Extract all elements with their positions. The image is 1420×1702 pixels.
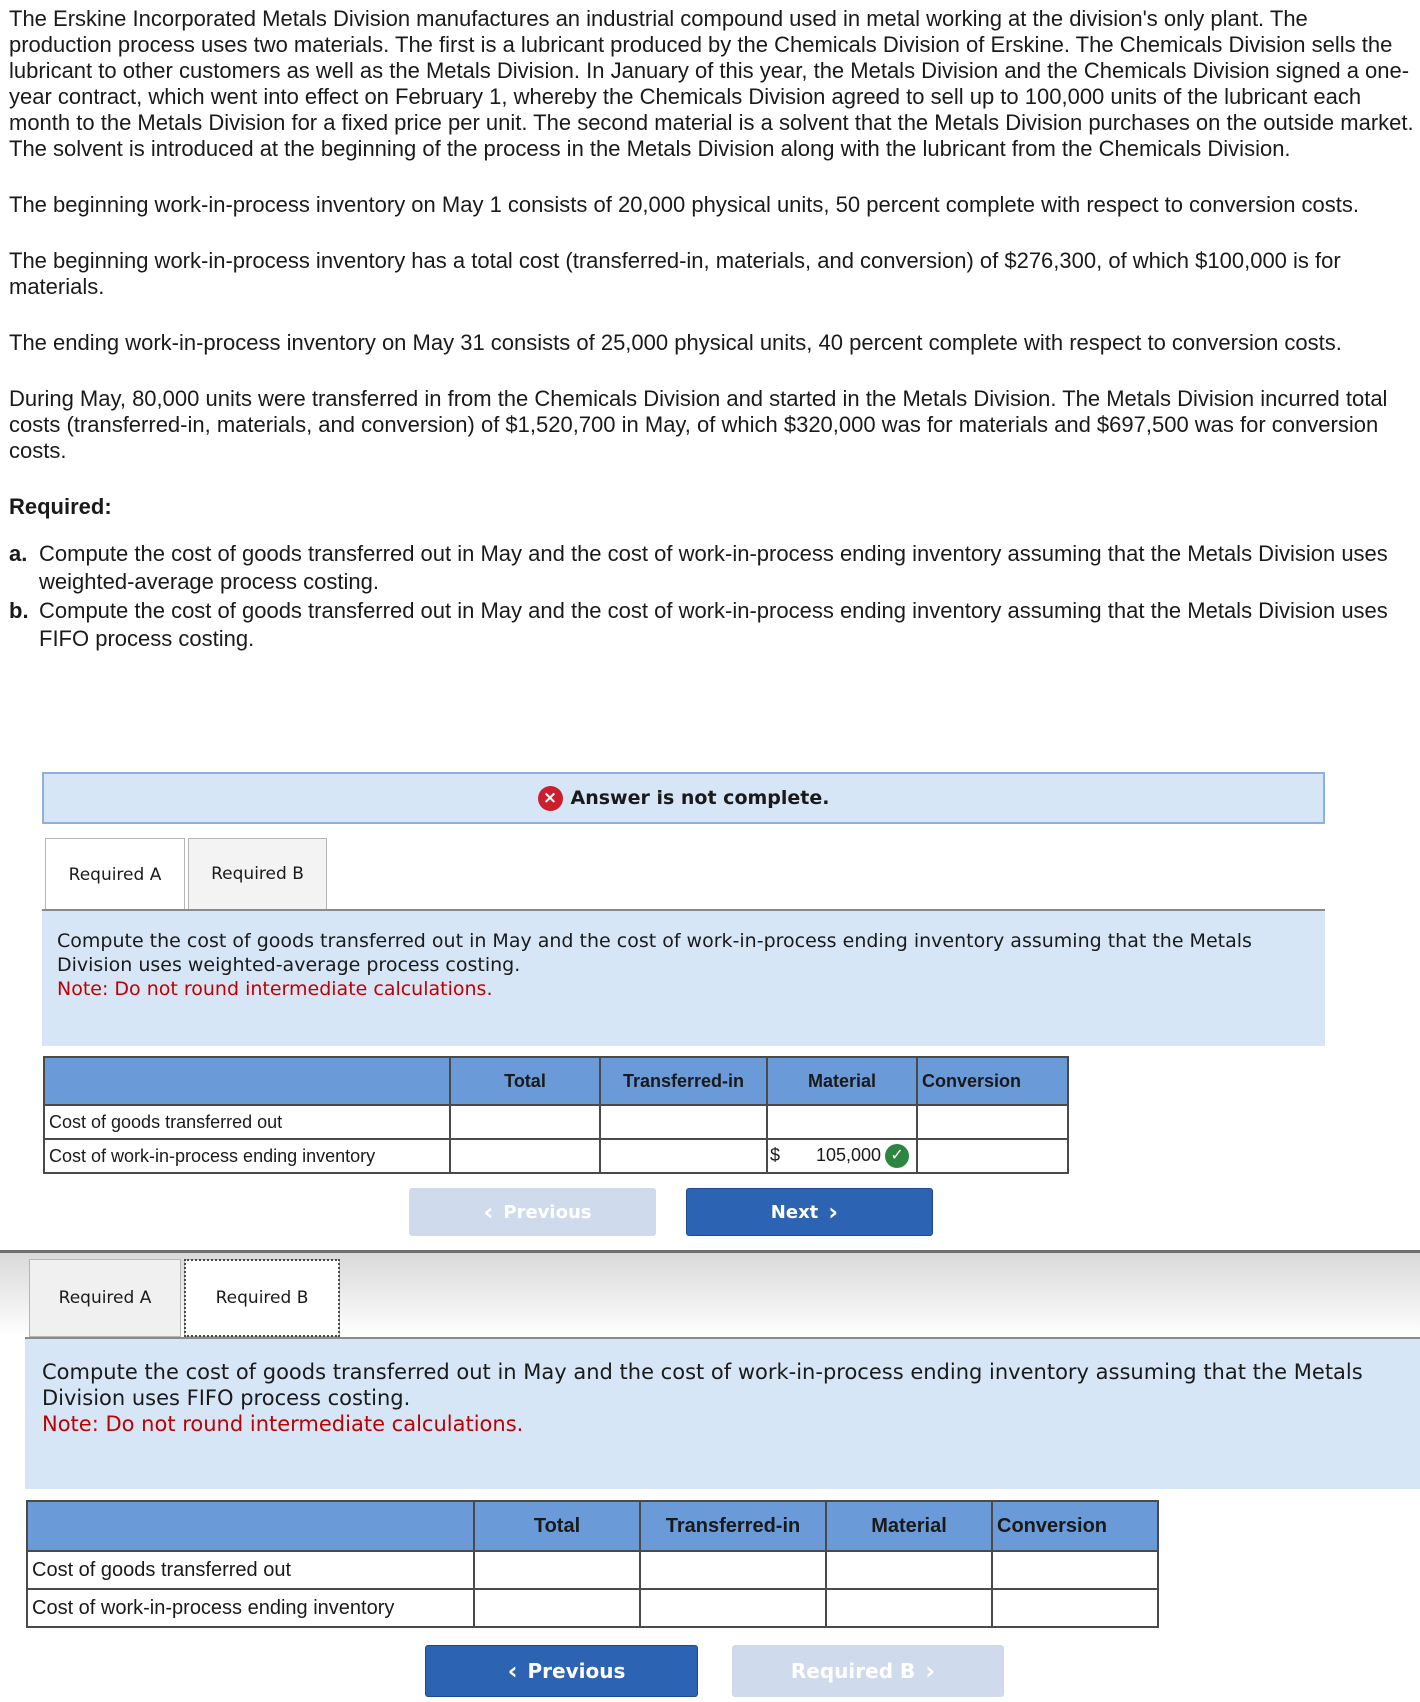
section-b-row-label-ending-inventory: Cost of work-in-process ending inventory — [27, 1589, 474, 1627]
section-a-instruction-line-1: Compute the cost of goods transferred out in May and the cost of work-in-process ending inventory assuming that the Metals — [57, 930, 1252, 952]
section-b-input-transferred-out-material[interactable] — [826, 1551, 992, 1589]
section-a-input-ending-conversion[interactable] — [917, 1139, 1068, 1173]
section-b-input-ending-conversion[interactable] — [992, 1589, 1158, 1627]
section-a-input-transferred-out-material[interactable] — [767, 1105, 917, 1139]
requirement-a-letter: a. — [9, 541, 28, 566]
tab-required-a[interactable]: Required A — [29, 1259, 181, 1337]
section-a-input-transferred-out-total[interactable] — [450, 1105, 600, 1139]
section-b-previous-button[interactable] — [425, 1645, 698, 1697]
section-b-next-label: Required B — [790, 1659, 916, 1683]
problem-statement — [9, 6, 1414, 654]
section-b-input-ending-transferred-in[interactable] — [640, 1589, 826, 1627]
answer-status-banner — [42, 772, 1325, 824]
problem-paragraph-1: The Erskine Incorporated Metals Division manufactures an industrial compound used in metal working at the division's only plant. The production process uses two materials. The first is a lubricant produced by the Chemicals Division of Erskine. The Chemicals Division sells the lubricant to other customers as well as the Metals Division. In January of this year, the Metals Division and the Chemicals Division signed a one-year contract, which went into effect on February 1, whereby the Chemicals Division agreed to sell up to 100,000 units of the lubricant each month to the Metals Division for a fixed price per unit. The second material is a solvent that the Metals Division purchases on the outside market. The solvent is introduced at the beginning of the process in the Metals Division along with the lubricant from the Chemicals Division. — [9, 6, 1414, 161]
chevron-right-icon: › — [828, 1198, 839, 1226]
section-a-previous-label: Previous — [503, 1201, 592, 1223]
answer-status-text: Answer is not complete. — [570, 787, 830, 809]
section-b-input-ending-total[interactable] — [474, 1589, 640, 1627]
requirement-a-text: Compute the cost of goods transferred out in May and the cost of work-in-process ending inventory assuming that the Metals Division uses weighted-average process costing. — [39, 541, 1388, 594]
currency-symbol: $ — [770, 1144, 781, 1165]
section-b-instruction-line-2: Division uses FIFO process costing. — [42, 1386, 411, 1410]
section-a-next-button[interactable] — [686, 1188, 933, 1236]
section-a-header-conversion: Conversion — [917, 1057, 1068, 1105]
tab-required-a[interactable]: Required A — [45, 838, 185, 910]
section-b-instruction-line-1: Compute the cost of goods transferred out in May and the cost of work-in-process ending inventory assuming that the Metals — [42, 1360, 1363, 1384]
section-a-instructions — [42, 909, 1325, 1046]
section-a-input-ending-material[interactable] — [767, 1139, 917, 1173]
requirement-b-letter: b. — [9, 598, 29, 623]
chevron-right-icon: › — [925, 1657, 936, 1685]
section-a-instruction-line-2: Division uses weighted-average process costing. — [57, 954, 521, 976]
requirements-list — [9, 540, 1414, 653]
section-b-row-label-transferred-out: Cost of goods transferred out — [27, 1551, 474, 1589]
table-row — [27, 1551, 1158, 1589]
section-a-header-total: Total — [450, 1057, 600, 1105]
section-b-note: Note: Do not round intermediate calculations. — [42, 1412, 524, 1436]
section-a-tabs — [45, 838, 330, 910]
section-b-tabs — [29, 1259, 343, 1337]
section-a-row-label-ending-inventory: Cost of work-in-process ending inventory — [44, 1139, 450, 1173]
section-b-input-transferred-out-conversion[interactable] — [992, 1551, 1158, 1589]
section-a-header-material: Material — [767, 1057, 917, 1105]
section-a-header-blank — [44, 1057, 450, 1105]
table-row — [44, 1139, 1068, 1173]
material-ending-value: 105,000 — [815, 1144, 882, 1165]
problem-paragraph-3: The beginning work-in-process inventory has a total cost (transferred-in, materials, and conversion) of $276,300, of which $100,000 is for materials. — [9, 248, 1341, 299]
section-a-input-transferred-out-conversion[interactable] — [917, 1105, 1068, 1139]
tab-required-b[interactable]: Required B — [184, 1259, 340, 1337]
table-row — [27, 1589, 1158, 1627]
section-a-header-transferred-in: Transferred-in — [600, 1057, 767, 1105]
section-b-input-transferred-out-transferred-in[interactable] — [640, 1551, 826, 1589]
section-b-instructions — [25, 1337, 1420, 1489]
problem-paragraph-5: During May, 80,000 units were transferred in from the Chemicals Division and started in the Metals Division. The Metals Division incurred total costs (transferred-in, materials, and conversion) of $1,520,700 in May, of which $320,000 was for materials and $697,500 was for conversion costs. — [9, 386, 1388, 463]
section-a-input-ending-transferred-in[interactable] — [600, 1139, 767, 1173]
section-b-header-material: Material — [826, 1501, 992, 1551]
chevron-left-icon: ‹ — [483, 1198, 494, 1226]
problem-paragraph-4: The ending work-in-process inventory on May 31 consists of 25,000 physical units, 40 percent complete with respect to conversion costs. — [9, 330, 1342, 355]
section-a-row-label-transferred-out: Cost of goods transferred out — [44, 1105, 450, 1139]
section-a-next-label: Next — [770, 1201, 819, 1223]
section-b-input-ending-material[interactable] — [826, 1589, 992, 1627]
section-a-input-ending-total[interactable] — [450, 1139, 600, 1173]
section-a-table — [43, 1056, 1069, 1174]
requirement-a — [9, 540, 1414, 596]
section-b-header-blank — [27, 1501, 474, 1551]
section-b-header-total: Total — [474, 1501, 640, 1551]
section-a-input-transferred-out-transferred-in[interactable] — [600, 1105, 767, 1139]
section-b-header-transferred-in: Transferred-in — [640, 1501, 826, 1551]
problem-paragraph-2: The beginning work-in-process inventory on May 1 consists of 20,000 physical units, 50 percent complete with respect to conversion costs. — [9, 192, 1360, 217]
chevron-left-icon: ‹ — [507, 1657, 518, 1685]
correct-check-icon: ✓ — [885, 1144, 909, 1168]
required-title: Required: — [9, 494, 112, 519]
section-a-previous-button[interactable] — [409, 1188, 656, 1236]
requirement-b — [9, 597, 1414, 653]
incorrect-x-icon: × — [538, 786, 563, 811]
section-b-previous-label: Previous — [527, 1659, 626, 1683]
requirement-b-text: Compute the cost of goods transferred out in May and the cost of work-in-process ending inventory assuming that the Metals Division uses FIFO process costing. — [39, 598, 1388, 651]
tab-required-b[interactable]: Required B — [188, 838, 327, 910]
table-row — [44, 1105, 1068, 1139]
section-a-note: Note: Do not round intermediate calculations. — [57, 978, 493, 1000]
section-b-header-conversion: Conversion — [992, 1501, 1158, 1551]
section-b-input-transferred-out-total[interactable] — [474, 1551, 640, 1589]
section-b-table — [26, 1500, 1159, 1628]
section-b-required-b-button[interactable] — [732, 1645, 1004, 1697]
